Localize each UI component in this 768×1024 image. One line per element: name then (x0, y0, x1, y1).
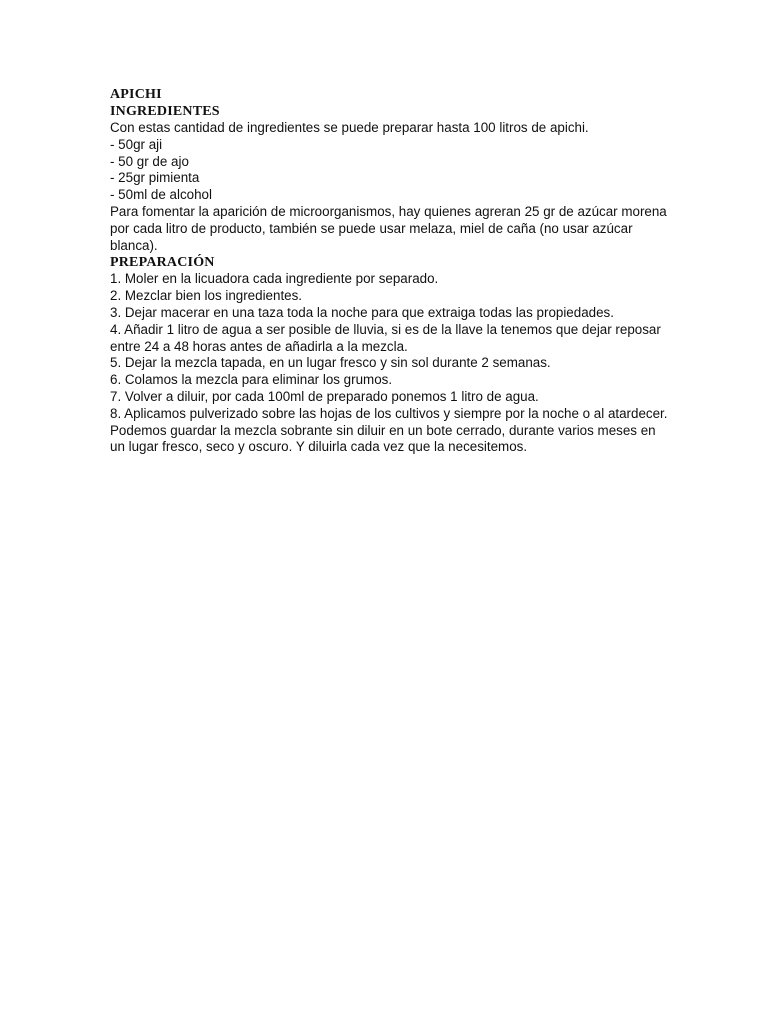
document-page (110, 86, 670, 456)
ingredient-item: - 50gr aji (110, 136, 163, 152)
preparation-steps (110, 271, 670, 422)
step-item: 3. Dejar macerar en una taza toda la noche para que extraiga todas las propiedades. (110, 304, 614, 320)
step-item: 8. Aplicamos pulverizado sobre las hojas de los cultivos y siempre por la noche o al atardecer. (110, 405, 668, 421)
step-item: 1. Moler en la licuadora cada ingrediente por separado. (110, 271, 439, 287)
closing-paragraph: Podemos guardar la mezcla sobrante sin diluir en un bote cerrado, durante varios meses en un lugar fresco, seco y oscuro. Y diluirla cada vez que la necesitemos. (110, 422, 656, 455)
step-item: 5. Dejar la mezcla tapada, en un lugar fresco y sin sol durante 2 semanas. (110, 355, 551, 371)
ingredients-heading: INGREDIENTES (110, 104, 220, 119)
step-item: 7. Volver a diluir, por cada 100ml de preparado ponemos 1 litro de agua. (110, 388, 539, 404)
step-item: 4. Añadir 1 litro de agua a ser posible de lluvia, si es de la llave la tenemos que dejar reposar entre 24 a 48 horas antes de añadirla a la mezcla. (110, 321, 661, 354)
ingredients-list (110, 137, 670, 204)
note-paragraph: Para fomentar la aparición de microorganismos, hay quienes agreran 25 gr de azúcar morena por cada litro de producto, también se puede usar melaza, miel de caña (no usar azúcar blanca). (110, 203, 667, 253)
document-title: APICHI (110, 87, 162, 102)
ingredient-item: - 50 gr de ajo (110, 153, 189, 169)
ingredient-item: - 25gr pimienta (110, 170, 200, 186)
ingredient-item: - 50ml de alcohol (110, 187, 212, 203)
step-item: 2. Mezclar bien los ingredientes. (110, 288, 303, 304)
step-item: 6. Colamos la mezcla para eliminar los grumos. (110, 372, 393, 388)
intro-paragraph: Con estas cantidad de ingredientes se puede preparar hasta 100 litros de apichi. (110, 120, 589, 135)
preparation-heading: PREPARACIÓN (110, 255, 215, 271)
